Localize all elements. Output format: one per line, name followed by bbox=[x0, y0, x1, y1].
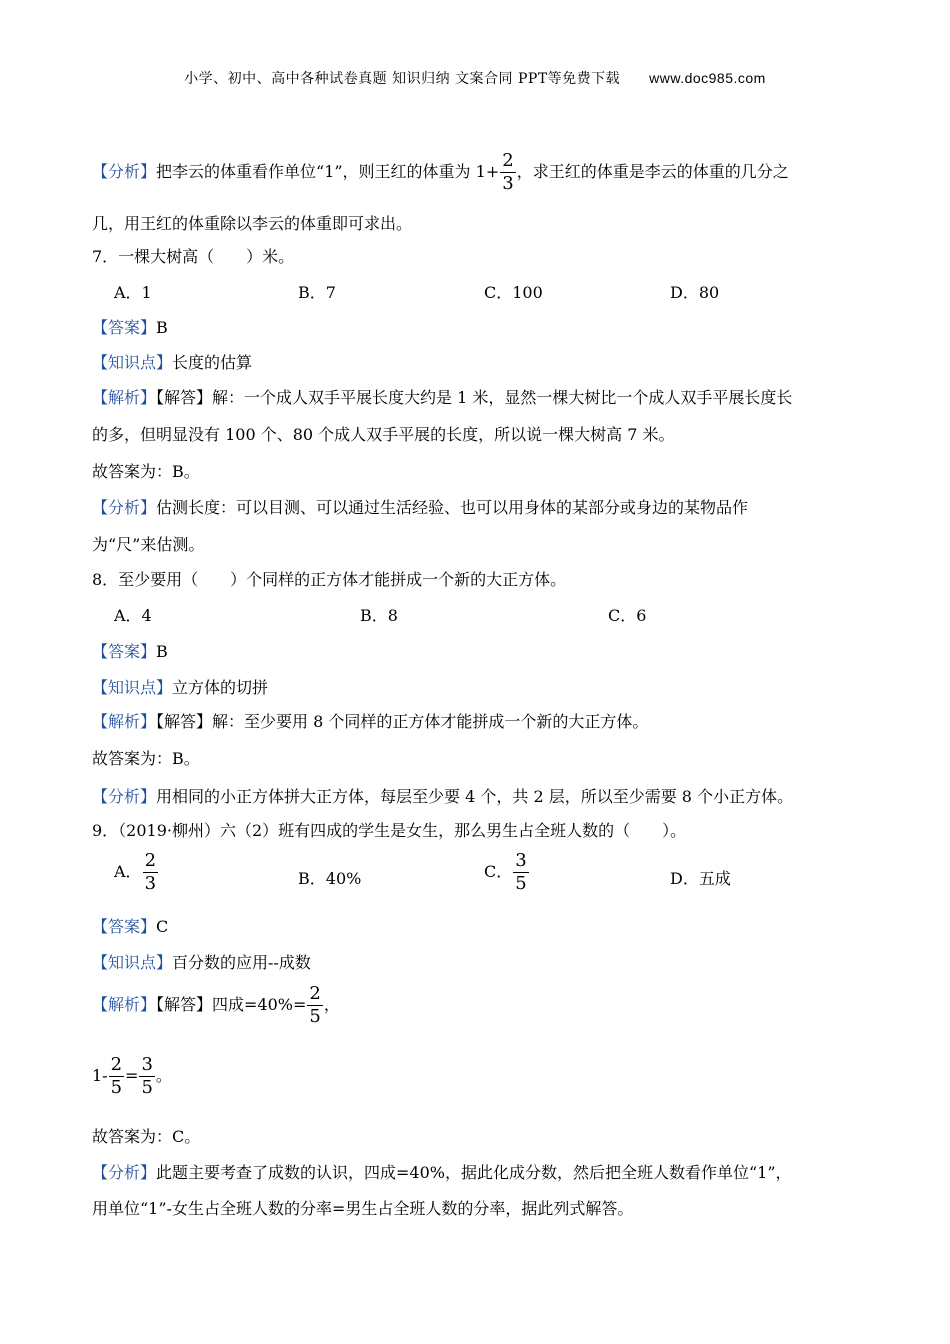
analysis-tag: 【分析】 bbox=[92, 162, 157, 181]
prev-analysis-line1 bbox=[92, 152, 789, 193]
q8-option-b: B．8 bbox=[360, 606, 398, 625]
q9-explanation-line1: 【解析】【解答】四成=40%= $\frac{2}{5}$ ， bbox=[92, 983, 340, 1027]
prev-analysis-line2: 几，用王红的体重除以李云的体重即可求出。 bbox=[92, 214, 413, 233]
q8-explanation-line1: 【解析】【解答】解：至少要用 8 个同样的正方体才能拼成一个新的大正方体。 bbox=[92, 712, 649, 731]
q9-calculation: 1- $\frac{2}{5}$ = $\frac{3}{5}$ 。 bbox=[92, 1054, 172, 1098]
q9-analysis-line1: 【分析】此题主要考查了成数的认识，四成=40%，据此化成分数，然后把全班人数看作单位“1”， bbox=[92, 1163, 792, 1182]
q7-knowledge-point: 【知识点】长度的估算 bbox=[92, 353, 253, 372]
fraction: $\frac{2}{5}$ bbox=[309, 983, 321, 1027]
fraction: $\frac{3}{5}$ bbox=[515, 850, 527, 894]
fraction: $\frac{2}{5}$ bbox=[110, 1054, 123, 1098]
q7-analysis-line2: 为“尺”来估测。 bbox=[92, 535, 205, 554]
q8-question: 8．至少要用（ ）个同样的正方体才能拼成一个新的大正方体。 bbox=[92, 570, 567, 589]
header-url[interactable]: www.doc985.com bbox=[649, 70, 766, 86]
q7-option-d: D．80 bbox=[670, 283, 720, 302]
fraction: $\frac{3}{5}$ bbox=[141, 1054, 153, 1098]
fraction: $\frac{2}{3}$ bbox=[502, 150, 514, 194]
q7-analysis-line1: 【分析】估测长度：可以目测、可以通过生活经验、也可以用身体的某部分或身边的某物品作 bbox=[92, 498, 749, 517]
q9-analysis-line2: 用单位“1”-女生占全班人数的分率=男生占全班人数的分率，据此列式解答。 bbox=[92, 1199, 634, 1218]
q7-option-b: B．7 bbox=[298, 283, 336, 302]
q9-option-c: C． $\frac{3}{5}$ bbox=[484, 850, 527, 894]
q7-option-c: C．100 bbox=[484, 283, 543, 302]
q7-option-a: A．1 bbox=[114, 283, 152, 302]
q9-answer: 【答案】C bbox=[92, 917, 169, 936]
q9-question: 9．（2019·柳州）六（2）班有四成的学生是女生，那么男生占全班人数的（ ）。 bbox=[92, 821, 687, 840]
fraction: $\frac{2}{3}$ bbox=[144, 850, 157, 894]
q7-explanation-line2: 的多，但明显没有 100 个、80 个成人双手平展的长度，所以说一棵大树高 7 米。 bbox=[92, 425, 675, 444]
q8-analysis-line1: 【分析】用相同的小正方体拼大正方体，每层至少要 4 个，共 2 层，所以至少需要 8 个小正方体。 bbox=[92, 787, 794, 806]
q8-answer: 【答案】B bbox=[92, 642, 168, 661]
page-header bbox=[0, 68, 950, 88]
q8-knowledge-point: 【知识点】立方体的切拼 bbox=[92, 678, 269, 697]
q8-option-c: C．6 bbox=[608, 606, 647, 625]
analysis-text: 把李云的体重看作单位“1”，则王红的体重为 1+ bbox=[156, 162, 500, 181]
q9-conclusion: 故答案为：C。 bbox=[92, 1127, 201, 1146]
q9-option-d: D．五成 bbox=[670, 869, 731, 888]
analysis-text: ，求王红的体重是李云的体重的几分之 bbox=[516, 162, 789, 181]
q7-answer: 【答案】B bbox=[92, 318, 168, 337]
q8-option-a: A．4 bbox=[114, 606, 152, 625]
q9-option-a: A． $\frac{2}{3}$ bbox=[114, 850, 157, 894]
q7-question: 7．一棵大树高（ ）米。 bbox=[92, 247, 295, 266]
q8-conclusion: 故答案为：B。 bbox=[92, 749, 200, 768]
q7-conclusion: 故答案为：B。 bbox=[92, 462, 200, 481]
q9-option-b: B．40% bbox=[298, 869, 362, 888]
q7-explanation-line1: 【解析】【解答】解：一个成人双手平展长度大约是 1 米，显然一棵大树比一个成人双手平展长度长 bbox=[92, 388, 793, 407]
header-text: 小学、初中、高中各种试卷真题 知识归纳 文案合同 PPT等免费下载 bbox=[184, 71, 621, 87]
q9-knowledge-point: 【知识点】百分数的应用--成数 bbox=[92, 953, 311, 972]
